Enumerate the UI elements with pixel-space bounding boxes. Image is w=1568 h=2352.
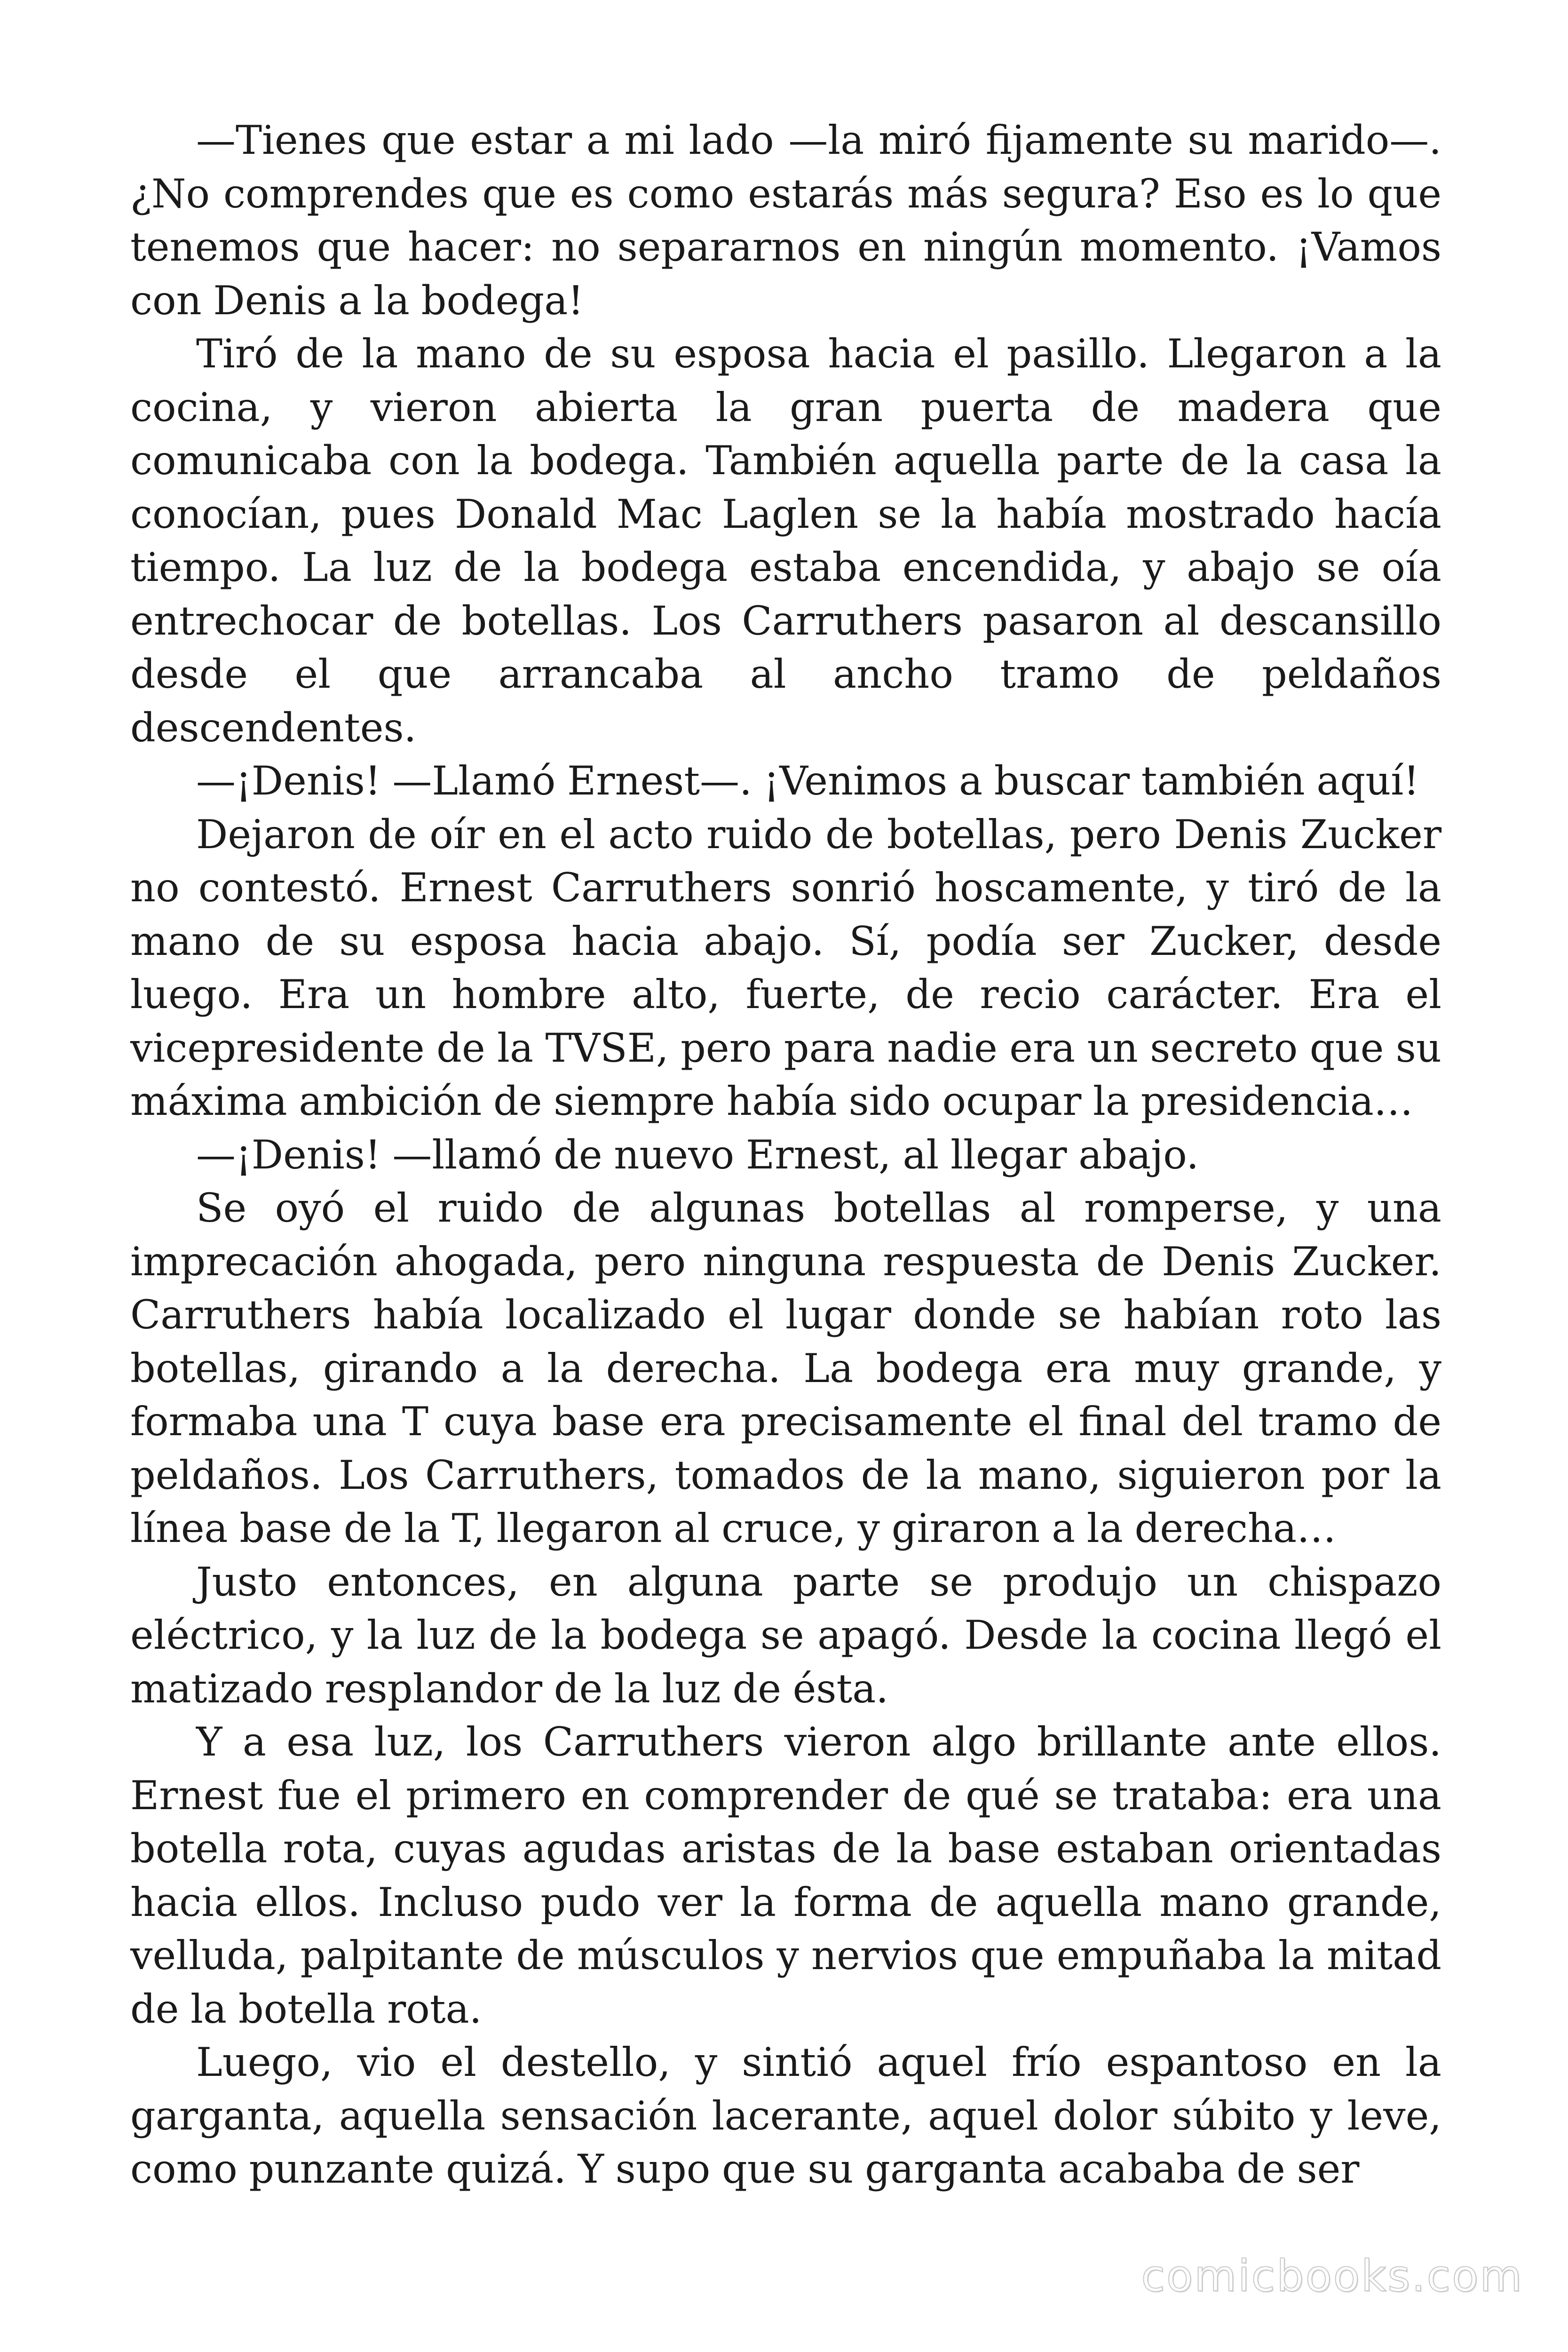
paragraph: Y a esa luz, los Carruthers vieron algo brillante ante ellos. Ernest fue el primero en comprender de qué se trataba: era una botella rota, cuyas agudas aristas de la base estaban orientadas hacia ellos. Incluso pudo ver la forma de aquella mano grande, velluda, palpitante de músculos y nervios que empuñaba la mitad de la botella rota.: [130, 1719, 1441, 2032]
paragraph: —¡Denis! —Llamó Ernest—. ¡Venimos a buscar también aquí!: [196, 758, 1419, 804]
watermark: comicbooks.com: [1141, 2251, 1523, 2301]
paragraph: Se oyó el ruido de algunas botellas al romperse, y una imprecación ahogada, pero ninguna respuesta de Denis Zucker. Carruthers había localizado el lugar donde se habían roto las botellas, girando a la derecha. La bodega era muy grande, y formaba una T cuya base era precisamente el final del tramo de peldaños. Los Carruthers, tomados de la mano, siguieron por la línea base de la T, llegaron al cruce, y giraron a la derecha…: [130, 1185, 1441, 1551]
body-text: [130, 114, 1441, 2196]
paragraph: Tiró de la mano de su esposa hacia el pasillo. Llegaron a la cocina, y vieron abierta la gran puerta de madera que comunicaba con la bodega. También aquella parte de la casa la conocían, pues Donald Mac Laglen se la había mostrado hacía tiempo. La luz de la bodega estaba encendida, y abajo se oía entrechocar de botellas. Los Carruthers pasaron al descansillo desde el que arrancaba al ancho tramo de peldaños descendentes.: [130, 331, 1441, 751]
paragraph: Dejaron de oír en el acto ruido de botellas, pero Denis Zucker no contestó. Ernest Carruthers sonrió hoscamente, y tiró de la mano de su esposa hacia abajo. Sí, podía ser Zucker, desde luego. Era un hombre alto, fuerte, de recio carácter. Era el vicepresidente de la TVSE, pero para nadie era un secreto que su máxima ambición de siempre había sido ocupar la presidencia…: [130, 811, 1441, 1124]
paragraph: —¡Denis! —llamó de nuevo Ernest, al llegar abajo.: [196, 1131, 1199, 1178]
paragraph: —Tienes que estar a mi lado —la miró fijamente su marido—. ¿No comprendes que es como estarás más segura? Eso es lo que tenemos que hacer: no separarnos en ningún momento. ¡Vamos con Denis a la bodega!: [130, 117, 1441, 324]
paragraph: Justo entonces, en alguna parte se produjo un chispazo eléctrico, y la luz de la bodega se apagó. Desde la cocina llegó el matizado resplandor de la luz de ésta.: [130, 1558, 1441, 1712]
paragraph: Luego, vio el destello, y sintió aquel frío espantoso en la garganta, aquella sensación lacerante, aquel dolor súbito y leve, como punzante quizá. Y supo que su garganta acababa de ser: [130, 2039, 1441, 2192]
